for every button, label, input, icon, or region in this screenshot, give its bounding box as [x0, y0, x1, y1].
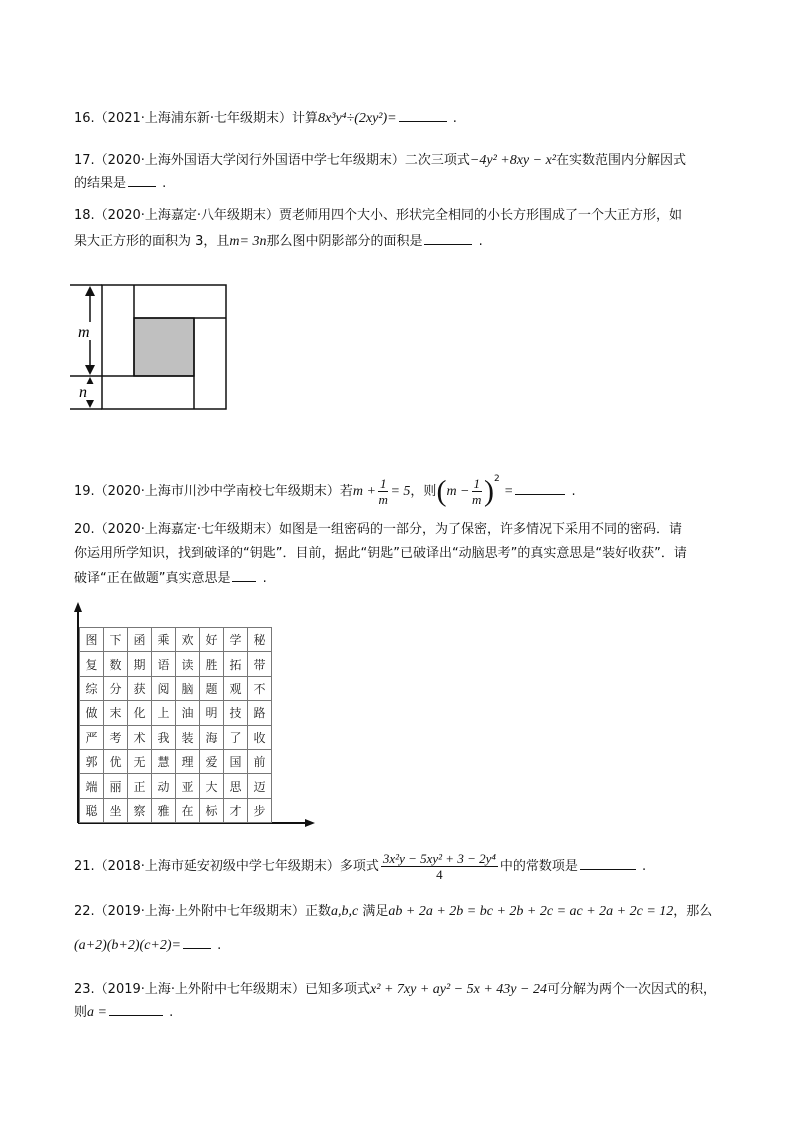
- right-paren: ): [484, 474, 494, 508]
- grid-row: [80, 749, 272, 773]
- grid-cell: 末: [104, 701, 128, 725]
- grid-row: [80, 676, 272, 700]
- q23-text: 23.（2019·上海·上外附中七年级期末）已知多项式: [74, 982, 371, 997]
- q23-answer-blank[interactable]: [109, 1001, 163, 1016]
- label-m: m: [78, 324, 90, 341]
- q19-eq: = 5: [390, 484, 411, 499]
- grid-cell: 学: [224, 628, 248, 652]
- grid-cell: 我: [152, 725, 176, 749]
- grid-cell: 装: [176, 725, 200, 749]
- question-20-line3: [74, 567, 267, 589]
- grid-cell: 无: [128, 749, 152, 773]
- grid-row: [80, 798, 272, 822]
- question-22-line2: [74, 934, 221, 956]
- grid-cell: 海: [200, 725, 224, 749]
- grid-row: [80, 628, 272, 652]
- q22-math2: (a+2)(b+2)(c+2)=: [74, 938, 181, 953]
- grid-cell: 复: [80, 652, 104, 676]
- q21-fraction: [381, 851, 498, 882]
- q17-end: .: [162, 176, 167, 191]
- q16-text: 16.（2021·上海浦东新·七年级期末）计算: [74, 111, 319, 126]
- shaded-square: [134, 318, 194, 376]
- q23-text2: 可分解为两个一次因式的积，: [546, 982, 716, 997]
- q22-vars: a,b,c: [331, 904, 359, 919]
- q21-text: 21.（2018·上海市延安初级中学七年级期末）多项式: [74, 859, 379, 874]
- q16-math: 8x³y⁴÷(2xy²)=: [318, 111, 397, 126]
- q22-text: 22.（2019·上海·上外附中七年级期末）正数: [74, 904, 332, 919]
- grid-cell: 步: [248, 798, 272, 822]
- q16-answer-blank[interactable]: [399, 107, 447, 122]
- grid-cell: 收: [248, 725, 272, 749]
- question-20-line2: [74, 544, 687, 564]
- q18-end: .: [478, 234, 483, 249]
- q22-answer-blank[interactable]: [183, 934, 211, 949]
- q21-end: .: [642, 859, 647, 874]
- grid-cell: 前: [248, 749, 272, 773]
- grid-cell: 秘: [248, 628, 272, 652]
- grid-cell: 优: [104, 749, 128, 773]
- question-18-line2: [74, 230, 483, 252]
- grid-row: [80, 701, 272, 725]
- q23-math: x² + 7xy + ay² − 5x + 43y − 24: [370, 982, 547, 997]
- grid-cell: 阅: [152, 676, 176, 700]
- q19-eq2: =: [503, 484, 514, 499]
- grid-row: [80, 725, 272, 749]
- label-n: n: [79, 384, 87, 401]
- q17-text2: 在实数范围内分解因式: [556, 153, 687, 168]
- q22-end: .: [217, 938, 222, 953]
- grid-cell: 严: [80, 725, 104, 749]
- question-23-line2: [74, 1001, 173, 1023]
- grid-cell: 迈: [248, 774, 272, 798]
- grid-cell: 动: [152, 774, 176, 798]
- q19-exponent: 2: [494, 474, 500, 484]
- grid-cell: 坐: [104, 798, 128, 822]
- q19-then: ，则: [410, 484, 437, 499]
- question-18: [74, 206, 682, 226]
- grid-cell: 聪: [80, 798, 104, 822]
- grid-cell: 术: [128, 725, 152, 749]
- grid-cell: 大: [200, 774, 224, 798]
- q19-math2: m −: [446, 484, 470, 499]
- q17-text3: 的结果是: [74, 176, 127, 191]
- cipher-grid: [79, 627, 272, 823]
- grid-row: [80, 774, 272, 798]
- denominator: 4: [436, 867, 443, 882]
- q18-text: 18.（2020·上海嘉定·八年级期末）贾老师用四个大小、形状完全相同的小长方形围成了一个大正方形，如: [74, 208, 683, 223]
- grid-cell: 标: [200, 798, 224, 822]
- q22-text2: 满足: [362, 904, 389, 919]
- grid-cell: 雅: [152, 798, 176, 822]
- q22-math: ab + 2a + 2b = bc + 2b + 2c = ac + 2a + 2c = 12: [388, 904, 674, 919]
- q16-end: .: [452, 111, 457, 126]
- q19-end: .: [571, 484, 576, 499]
- grid-cell: 期: [128, 652, 152, 676]
- grid-cell: 考: [104, 725, 128, 749]
- q19-fraction: [378, 476, 389, 507]
- grid-cell: 丽: [104, 774, 128, 798]
- grid-cell: 不: [248, 676, 272, 700]
- grid-cell: 油: [176, 701, 200, 725]
- grid-cell: 上: [152, 701, 176, 725]
- q23-text3: 则: [74, 1005, 88, 1020]
- grid-cell: 带: [248, 652, 272, 676]
- grid-cell: 国: [224, 749, 248, 773]
- grid-cell: 欢: [176, 628, 200, 652]
- denominator: m: [472, 492, 482, 507]
- question-23: [74, 980, 716, 1000]
- q18-text3: 那么图中阴影部分的面积是: [266, 234, 423, 249]
- grid-cell: 分: [104, 676, 128, 700]
- grid-cell: 慧: [152, 749, 176, 773]
- q18-answer-blank[interactable]: [424, 230, 472, 245]
- question-22: [74, 902, 712, 922]
- q19-math1: m +: [352, 484, 376, 499]
- q19-answer-blank[interactable]: [515, 480, 565, 495]
- q20-text3: 破译“正在做题”真实意思是: [74, 571, 231, 586]
- grid-cell: 理: [176, 749, 200, 773]
- question-20: [74, 520, 682, 540]
- grid-cell: 在: [176, 798, 200, 822]
- grid-cell: 做: [80, 701, 104, 725]
- q23-math2: a =: [87, 1005, 107, 1020]
- grid-cell: 读: [176, 652, 200, 676]
- grid-cell: 下: [104, 628, 128, 652]
- numerator: 1: [379, 476, 387, 491]
- question-19: [74, 462, 576, 509]
- question-17: [74, 151, 686, 171]
- y-axis-arrow-icon: [74, 602, 82, 612]
- left-paren: (: [436, 474, 447, 508]
- grid-cell: 脑: [176, 676, 200, 700]
- grid-cell: 好: [200, 628, 224, 652]
- question-17-line2: [74, 172, 166, 194]
- q22-text3: ，那么: [673, 904, 713, 919]
- q17-math: −4y² +8xy − x²: [469, 153, 556, 168]
- q17-answer-blank[interactable]: [128, 172, 156, 187]
- grid-cell: 数: [104, 652, 128, 676]
- grid-cell: 正: [128, 774, 152, 798]
- q21-text2: 中的常数项是: [499, 859, 578, 874]
- question-16: [74, 107, 457, 129]
- grid-cell: 获: [128, 676, 152, 700]
- grid-cell: 察: [128, 798, 152, 822]
- grid-cell: 题: [200, 676, 224, 700]
- grid-cell: 函: [128, 628, 152, 652]
- q20-end: .: [262, 571, 267, 586]
- grid-cell: 胜: [200, 652, 224, 676]
- q18-math: m= 3n: [229, 234, 267, 249]
- grid-cell: 观: [224, 676, 248, 700]
- q19-text: 19.（2020·上海市川沙中学南校七年级期末）若: [74, 484, 353, 499]
- grid-cell: 了: [224, 725, 248, 749]
- denominator: m: [378, 492, 388, 507]
- numerator: 3x²y − 5xy² + 3 − 2y⁴: [382, 851, 496, 866]
- q18-text2: 果大正方形的面积为 3，且: [74, 234, 230, 249]
- q17-text: 17.（2020·上海外国语大学闵行外国语中学七年级期末）二次三项式: [74, 153, 470, 168]
- q20-text: 20.（2020·上海嘉定·七年级期末）如图是一组密码的一部分，为了保密，许多情况下采用不同的密码．请: [74, 522, 683, 537]
- grid-cell: 爱: [200, 749, 224, 773]
- numerator: 1: [473, 476, 480, 491]
- grid-cell: 亚: [176, 774, 200, 798]
- grid-cell: 才: [224, 798, 248, 822]
- q23-end: .: [169, 1005, 174, 1020]
- grid-row: [80, 652, 272, 676]
- grid-cell: 郭: [80, 749, 104, 773]
- grid-cell: 拓: [224, 652, 248, 676]
- grid-cell: 思: [224, 774, 248, 798]
- grid-cell: 语: [152, 652, 176, 676]
- grid-cell: 图: [80, 628, 104, 652]
- q21-answer-blank[interactable]: [580, 855, 636, 870]
- grid-cell: 明: [200, 701, 224, 725]
- question-21: [74, 850, 646, 884]
- grid-cell: 乘: [152, 628, 176, 652]
- grid-cell: 端: [80, 774, 104, 798]
- q20-text2: 你运用所学知识，找到破译的“钥匙”．目前，据此“钥匙”已破译出“动脑思考”的真实意思是“装好收获”．请: [74, 546, 687, 561]
- grid-cell: 综: [80, 676, 104, 700]
- grid-cell: 化: [128, 701, 152, 725]
- q19-fraction2: [472, 476, 483, 507]
- x-axis-arrow-icon: [305, 819, 315, 827]
- q18-square-figure: [70, 280, 240, 415]
- grid-cell: 路: [248, 701, 272, 725]
- grid-cell: 技: [224, 701, 248, 725]
- q20-answer-blank[interactable]: [232, 567, 256, 582]
